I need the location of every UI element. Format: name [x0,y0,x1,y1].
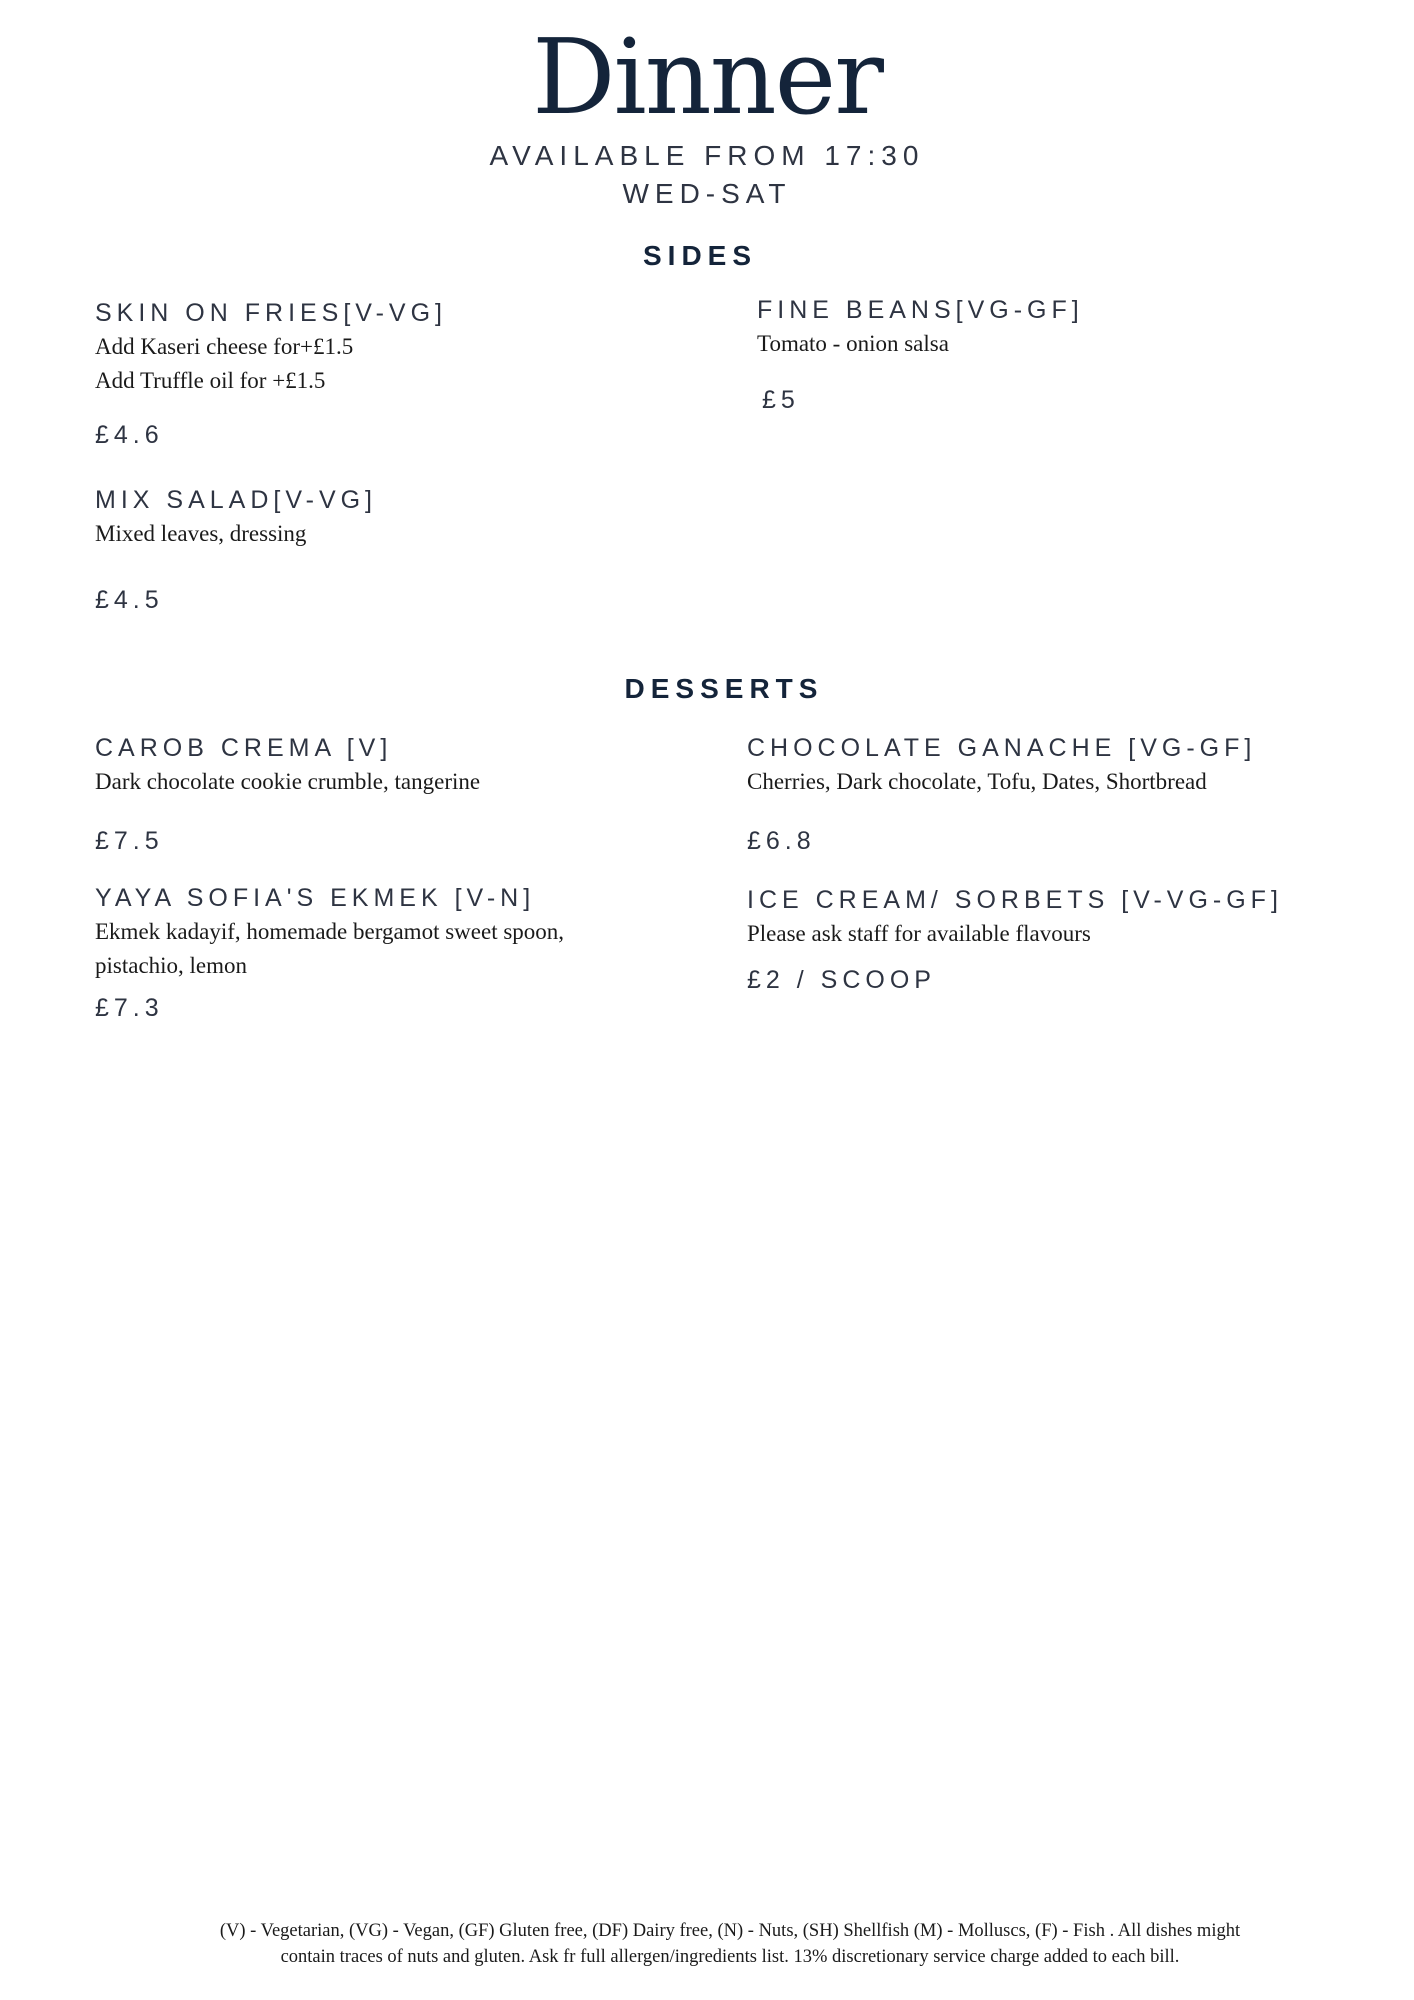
item-price: £2 / SCOOP [747,966,936,994]
item-price: £6.8 [747,827,816,855]
menu-item-ice-cream-sorbets [747,883,1367,997]
allergen-footnote [140,1918,1320,1970]
item-price: £7.5 [95,827,164,855]
item-description: pistachio, lemon [95,953,248,978]
item-price: £4.5 [95,586,164,614]
item-description: Please ask staff for available flavours [747,921,1091,946]
menu-item-mix-salad [95,483,715,617]
desserts-heading: DESSERTS [624,673,824,704]
menu-item-skin-on-fries [95,296,715,452]
availability-time: AVAILABLE FROM 17:30 [489,140,925,171]
item-description: Ekmek kadayif, homemade bergamot sweet spoon, [95,919,565,944]
item-description: Mixed leaves, dressing [95,521,307,546]
footnote-line: (V) - Vegetarian, (VG) - Vegan, (GF) Gluten free, (DF) Dairy free, (N) - Nuts, (SH) Shellfish (M) - Molluscs, (F) - Fish . All dishes might [219,1921,1241,1941]
item-price: £7.3 [95,994,164,1022]
item-name: FINE BEANS[VG-GF] [757,296,1084,324]
footnote-line: contain traces of nuts and gluten. Ask fr full allergen/ingredients list. 13% discretionary service charge added to each bill. [280,1947,1180,1967]
item-name: CAROB CREMA [V] [95,734,393,762]
menu-item-fine-beans [757,293,1377,417]
menu-title: Dinner [532,16,882,138]
item-description: Add Kaseri cheese for+£1.5 [95,334,354,359]
item-name: ICE CREAM/ SORBETS [V-VG-GF] [747,886,1283,914]
menu-item-yaya-sofias-ekmek [95,881,715,1025]
item-name: YAYA SOFIA'S EKMEK [V-N] [95,884,536,912]
availability-days: WED-SAT [622,178,792,209]
menu-item-carob-crema [95,731,715,858]
item-description: Add Truffle oil for +£1.5 [95,368,326,393]
menu-item-chocolate-ganache [747,731,1367,858]
item-name: CHOCOLATE GANACHE [VG-GF] [747,734,1257,762]
item-description: Tomato - onion salsa [757,331,949,356]
item-price: £5 [762,386,800,414]
sides-heading: SIDES [642,240,758,271]
item-price: £4.6 [95,421,164,449]
item-name: SKIN ON FRIES[V-VG] [95,299,447,327]
item-name: MIX SALAD[V-VG] [95,486,378,514]
item-description: Cherries, Dark chocolate, Tofu, Dates, Shortbread [747,769,1207,794]
item-description: Dark chocolate cookie crumble, tangerine [95,769,481,794]
